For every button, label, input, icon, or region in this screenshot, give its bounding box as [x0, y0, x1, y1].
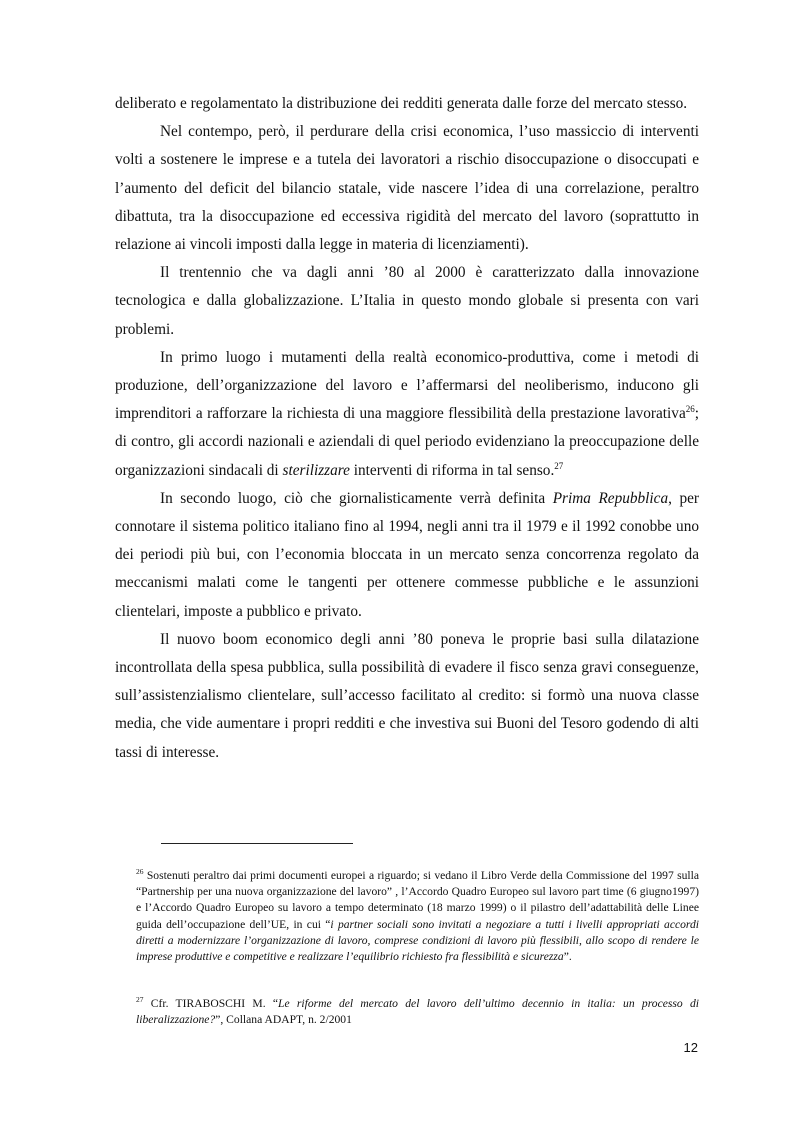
footnote-ref: 27: [136, 995, 144, 1005]
text-run: Sostenuti peraltro dai primi documenti europei a riguardo; si vedano il Libro Verde della Commissione del 1997 sulla “Partnership per una nuova organizzazione del lavoro” , l’Accordo Quadro Europeo sul lavoro part time (6 giugno1997) e l’Accordo Quadro Europeo su lavoro a tempo determinato (18 marzo 1999) o il pilastro dell’adattabilità delle Linee guida dell’occupazione dell’UE, in cui “: [136, 869, 699, 931]
text-run: ”, Collana ADAPT, n. 2/2001: [215, 1013, 352, 1027]
text-run: In primo luogo i mutamenti della realtà economico-produttiva, come i metodi di produzione, dell’organizzazione del lavoro e l’affermarsi del neoliberismo, inducono gli imprenditori a rafforzare la richiesta di una maggiore flessibilità della prestazione lavorativa: [115, 348, 699, 423]
footnote-ref: 26: [685, 404, 695, 415]
footnote-27: [136, 996, 699, 1028]
body-text: [115, 90, 699, 767]
text-run: ; di contro, gli accordi nazionali e aziendali di quel periodo evidenziano la preoccupazione delle organizzazioni sindacali di: [115, 405, 699, 479]
footnote-separator: [161, 843, 353, 844]
text-run: In secondo luogo, ciò che giornalisticamente verrà definita: [160, 489, 553, 507]
paragraph: Nel contempo, però, il perdurare della crisi economica, l’uso massiccio di interventi volti a sostenere le imprese e a tutela dei lavoratori a rischio disoccupazione o disoccupati e l’aumento del deficit del bilancio statale, vide nascere l’idea di una correlazione, peraltro dibattuta, tra la disoccupazione ed eccessiva rigidità del mercato del lavoro (soprattutto in relazione ai vincoli imposti dalla legge in materia di licenziamenti).: [115, 123, 699, 254]
text-run: ”.: [563, 950, 572, 964]
footnote-ref: 27: [554, 460, 564, 471]
italic-text: Le riforme del mercato del lavoro dell’ultimo decennio in italia: un processo di liberalizzazione?: [136, 997, 699, 1027]
footnote-ref: 26: [136, 867, 144, 877]
italic-text: Prima Repubblica: [552, 489, 669, 507]
paragraph: deliberato e regolamentato la distribuzione dei redditi generata dalle forze del mercato stesso.: [115, 95, 688, 112]
paragraph: Il nuovo boom economico degli anni ’80 poneva le proprie basi sulla dilatazione incontrollata della spesa pubblica, sulla possibilità di evadere il fisco senza gravi conseguenze, sull’assistenzialismo clientelare, sull’accesso facilitato al credito: si formò una nuova classe media, che vide aumentare i propri redditi e che investiva sui Buoni del Tesoro godendo di alti tassi di interesse.: [115, 630, 699, 761]
page-number: 12: [683, 1040, 698, 1055]
italic-text: i partner sociali sono invitati a negoziare a tutti i livelli appropriati accordi diretti a modernizzare l’organizzazione di lavoro, comprese condizioni di lavoro più flessibili, allo scopo di rendere le imprese produttive e competitive e realizzare l’equilibrio richiesto fra flessibilità e sicurezza: [136, 917, 700, 964]
italic-text: sterilizzare: [282, 461, 350, 479]
paragraph: [115, 344, 699, 485]
text-run: interventi di riforma in tal senso.: [349, 461, 555, 479]
paragraph: [115, 485, 699, 626]
paragraph: Il trentennio che va dagli anni ’80 al 2000 è caratterizzato dalla innovazione tecnologica e dalla globalizzazione. L’Italia in questo mondo globale si presenta con vari problemi.: [115, 264, 699, 338]
footnote-26: [136, 868, 699, 965]
text-run: , per connotare il sistema politico italiano fino al 1994, negli anni tra il 1979 e il 1992 conobbe uno dei periodi più bui, con l’economia bloccata in un mercato senza concorrenza regolato da meccanismi malati come le tangenti per ottenere commesse pubbliche e le assunzioni clientelari, imposte a pubblico e privato.: [115, 489, 700, 620]
text-run: Cfr. TIRABOSCHI M. “: [143, 997, 279, 1010]
